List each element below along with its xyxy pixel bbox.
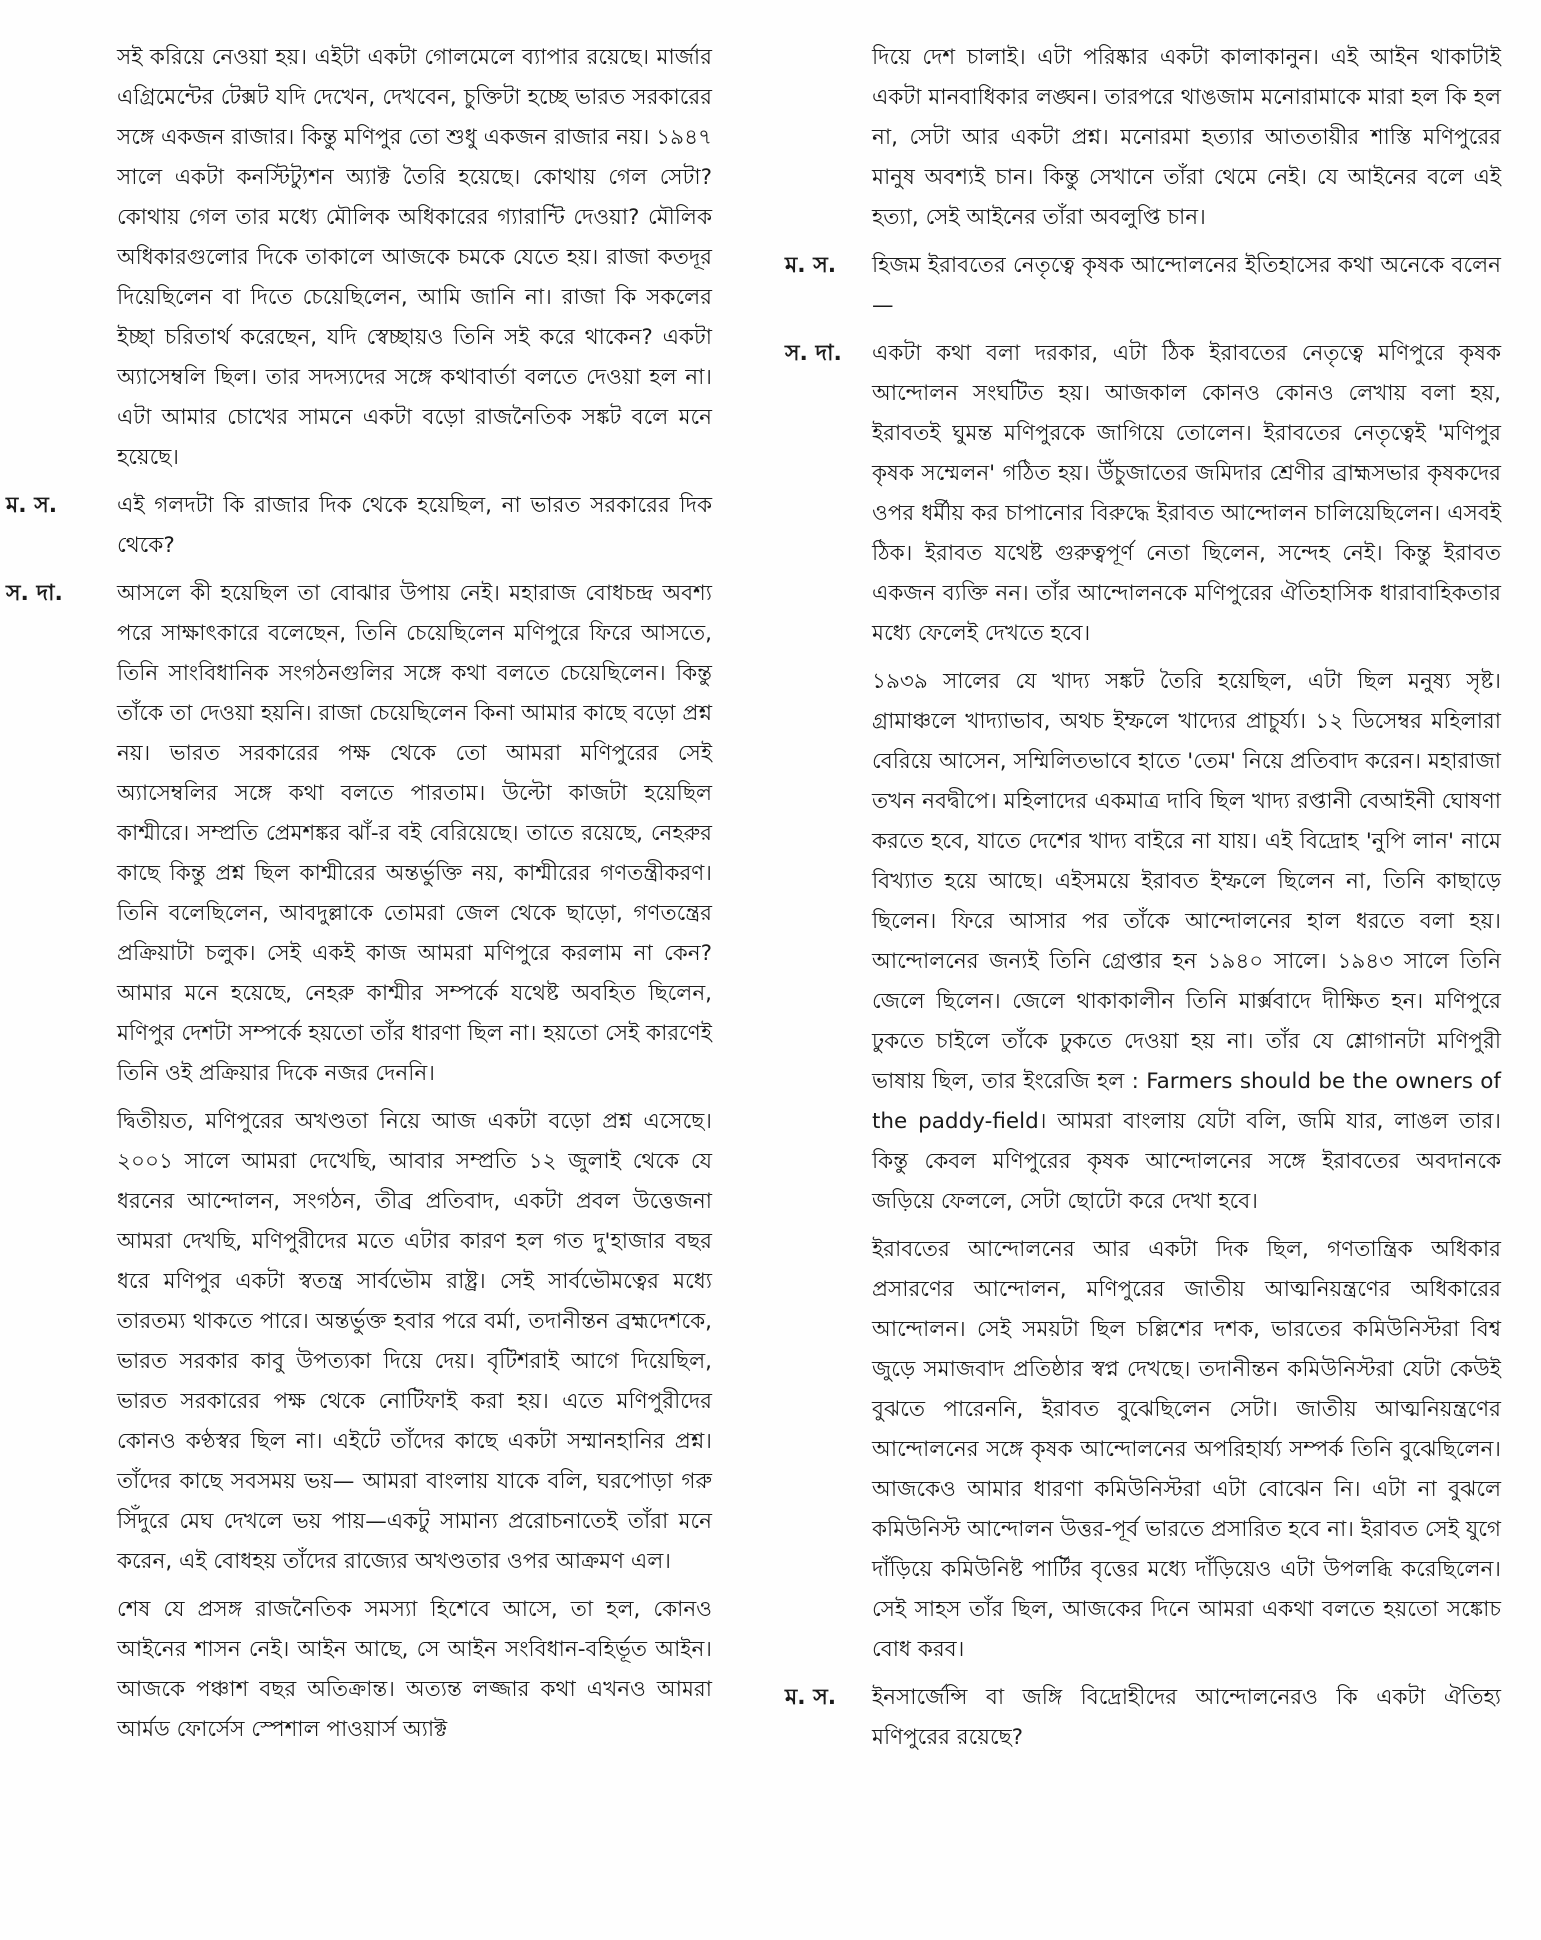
dialogue-turn bbox=[0, 574, 712, 1094]
paragraph bbox=[0, 38, 712, 478]
dialogue-text: এই গলদটা কি রাজার দিক থেকে হয়েছিল, না ভারত সরকারের দিক থেকে? bbox=[117, 493, 712, 558]
speaker-label: ম. স. bbox=[6, 493, 58, 518]
dialogue-turn bbox=[785, 246, 1501, 326]
paragraph-text: দিয়ে দেশ চালাই। এটা পরিষ্কার একটা কালাকানুন। এই আইন থাকাটাই একটা মানবাধিকার লঙ্ঘন। তারপরে থাঙজাম মনোরামাকে মারা হল কি হল না, সেটা আর একটা প্রশ্ন। মনোরমা হত্যার আততায়ীর শাস্তি মণিপুরের মানুষ অবশ্যই চান। কিন্তু সেখানে তাঁরা থেমে নেই। যে আইনের বলে এই হত্যা, সেই আইনের তাঁরা অবলুপ্তি চান। bbox=[872, 45, 1501, 230]
dialogue-text: ইনসার্জেন্সি বা জঙ্গি বিদ্রোহীদের আন্দোলনেরও কি একটা ঐতিহ্য মণিপুরের রয়েছে? bbox=[872, 1685, 1501, 1750]
right-column bbox=[785, 38, 1501, 1766]
paragraph bbox=[785, 662, 1501, 1222]
left-column bbox=[0, 38, 712, 1758]
dialogue-text: হিজম ইরাবতের নেতৃত্বে কৃষক আন্দোলনের ইতিহাসের কথা অনেকে বলেন— bbox=[872, 253, 1501, 318]
dialogue-turn bbox=[785, 1678, 1501, 1758]
paragraph-text: ১৯৩৯ সালের যে খাদ্য সঙ্কট তৈরি হয়েছিল, এটা ছিল মনুষ্য সৃষ্ট। গ্রামাঞ্চলে খাদ্যাভাব, অথচ ইম্ফলে খাদ্যের প্রাচুর্য্য। ১২ ডিসেম্বর মহিলারা বেরিয়ে আসেন, সম্মিলিতভাবে হাতে 'তেম' নিয়ে প্রতিবাদ করেন। মহারাজা তখন নবদ্বীপে। মহিলাদের একমাত্র দাবি ছিল খাদ্য রপ্তানী বেআইনী ঘোষণা করতে হবে, যাতে দেশের খাদ্য বাইরে না যায়। এই বিদ্রোহ 'নুপি লান' নামে বিখ্যাত হয়ে আছে। এইসময়ে ইরাবত ইম্ফলে ছিলেন না, তিনি কাছাড়ে ছিলেন। ফিরে আসার পর তাঁকে আন্দোলনের হাল ধরতে বলা হয়। আন্দোলনের জন্যই তিনি গ্রেপ্তার হন ১৯৪০ সালে। ১৯৪৩ সালে তিনি জেলে ছিলেন। জেলে থাকাকালীন তিনি মার্ক্সবাদে দীক্ষিত হন। মণিপুরে ঢুকতে চাইলে তাঁকে ঢুকতে দেওয়া হয় না। তাঁর যে শ্লোগানটা মণিপুরী ভাষায় ছিল, তার ইংরেজি হল : Farmers should be the owners of the paddy-field। আমরা বাংলায় যেটা বলি, জমি যার, লাঙল তার। কিন্তু কেবল মণিপুরের কৃষক আন্দোলনের সঙ্গে ইরাবতের অবদানকে জড়িয়ে ফেললে, সেটা ছোটো করে দেখা হবে। bbox=[872, 669, 1501, 1214]
speaker-label: স. দা. bbox=[785, 341, 842, 366]
dialogue-text: একটা কথা বলা দরকার, এটা ঠিক ইরাবতের নেতৃত্বে মণিপুরে কৃষক আন্দোলন সংঘটিত হয়। আজকাল কোনও কোনও লেখায় বলা হয়, ইরাবতই ঘুমন্ত মণিপুরকে জাগিয়ে তোলেন। ইরাবতের নেতৃত্বেই 'মণিপুর কৃষক সম্মেলন' গঠিত হয়। উঁচুজাতের জমিদার শ্রেণীর ব্রাহ্মসভার কৃষকদের ওপর ধর্মীয় কর চাপানোর বিরুদ্ধে ইরাবত আন্দোলন চালিয়েছিলেন। এসবই ঠিক। ইরাবত যথেষ্ট গুরুত্বপূর্ণ নেতা ছিলেন, সন্দেহ নেই। কিন্তু ইরাবত একজন ব্যক্তি নন। তাঁর আন্দোলনকে মণিপুরের ঐতিহাসিক ধারাবাহিকতার মধ্যে ফেলেই দেখতে হবে। bbox=[872, 341, 1501, 646]
paragraph-text: দ্বিতীয়ত, মণিপুরের অখণ্ডতা নিয়ে আজ একটা বড়ো প্রশ্ন এসেছে। ২০০১ সালে আমরা দেখেছি, আবার সম্প্রতি ১২ জুলাই থেকে যে ধরনের আন্দোলন, সংগঠন, তীব্র প্রতিবাদ, একটা প্রবল উত্তেজনা আমরা দেখছি, মণিপুরীদের মতে এটার কারণ হল গত দু'হাজার বছর ধরে মণিপুর একটা স্বতন্ত্র সার্বভৌম রাষ্ট্র। সেই সার্বভৌমত্বের মধ্যে তারতম্য থাকতে পারে। অন্তর্ভুক্ত হবার পরে বর্মা, তদানীন্তন ব্রহ্মদেশকে, ভারত সরকার কাবু উপত্যকা দিয়ে দেয়। বৃটিশরাই আগে দিয়েছিল, ভারত সরকারের পক্ষ থেকে নোটিফাই করা হয়। এতে মণিপুরীদের কোনও কণ্ঠস্বর ছিল না। এইটে তাঁদের কাছে একটা সম্মানহানির প্রশ্ন। তাঁদের কাছে সবসময় ভয়— আমরা বাংলায় যাকে বলি, ঘরপোড়া গরু সিঁদুরে মেঘ দেখলে ভয় পায়—একটু সামান্য প্ররোচনাতেই তাঁরা মনে করেন, এই বোধহয় তাঁদের রাজ্যের অখণ্ডতার ওপর আক্রমণ এল। bbox=[117, 1109, 712, 1574]
speaker-label: ম. স. bbox=[785, 1685, 837, 1710]
dialogue-turn bbox=[785, 334, 1501, 654]
speaker-label: স. দা. bbox=[6, 581, 63, 606]
dialogue-text: আসলে কী হয়েছিল তা বোঝার উপায় নেই। মহারাজ বোধচন্দ্র অবশ্য পরে সাক্ষাৎকারে বলেছেন, তিনি চেয়েছিলেন মণিপুরে ফিরে আসতে, তিনি সাংবিধানিক সংগঠনগুলির সঙ্গে কথা বলতে চেয়েছিলেন। কিন্তু তাঁকে তা দেওয়া হয়নি। রাজা চেয়েছিলেন কিনা আমার কাছে বড়ো প্রশ্ন নয়। ভারত সরকারের পক্ষ থেকে তো আমরা মণিপুরের সেই অ্যাসেম্বলির সঙ্গে কথা বলতে পারতাম। উল্টো কাজটা হয়েছিল কাশ্মীরে। সম্প্রতি প্রেমশঙ্কর ঝাঁ-র বই বেরিয়েছে। তাতে রয়েছে, নেহরুর কাছে কিন্তু প্রশ্ন ছিল কাশ্মীরের অন্তর্ভুক্তি নয়, কাশ্মীরের গণতন্ত্রীকরণ। তিনি বলেছিলেন, আবদুল্লাকে তোমরা জেল থেকে ছাড়ো, গণতন্ত্রের প্রক্রিয়াটা চলুক। সেই একই কাজ আমরা মণিপুরে করলাম না কেন? আমার মনে হয়েছে, নেহরু কাশ্মীর সম্পর্কে যথেষ্ট অবহিত ছিলেন, মণিপুর দেশটা সম্পর্কে হয়তো তাঁর ধারণা ছিল না। হয়তো সেই কারণেই তিনি ওই প্রক্রিয়ার দিকে নজর দেননি। bbox=[117, 581, 712, 1086]
paragraph bbox=[0, 1102, 712, 1582]
dialogue-turn bbox=[0, 486, 712, 566]
paragraph bbox=[0, 1590, 712, 1750]
paragraph bbox=[785, 1230, 1501, 1670]
paragraph-text: সই করিয়ে নেওয়া হয়। এইটা একটা গোলমেলে ব্যাপার রয়েছে। মার্জার এগ্রিমেন্টের টেক্সট যদি দেখেন, দেখবেন, চুক্তিটা হচ্ছে ভারত সরকারের সঙ্গে একজন রাজার। কিন্তু মণিপুর তো শুধু একজন রাজার নয়। ১৯৪৭ সালে একটা কনস্টিট্যুশন অ্যাক্ট তৈরি হয়েছে। কোথায় গেল সেটা? কোথায় গেল তার মধ্যে মৌলিক অধিকারের গ্যারান্টি দেওয়া? মৌলিক অধিকারগুলোর দিকে তাকালে আজকে চমকে যেতে হয়। রাজা কতদূর দিয়েছিলেন বা দিতে চেয়েছিলেন, আমি জানি না। রাজা কি সকলের ইচ্ছা চরিতার্থ করেছেন, যদি স্বেচ্ছায়ও তিনি সই করে থাকেন? একটা অ্যাসেম্বলি ছিল। তার সদস্যদের সঙ্গে কথাবার্তা বলতে দেওয়া হল না। এটা আমার চোখের সামনে একটা বড়ো রাজনৈতিক সঙ্কট বলে মনে হয়েছে। bbox=[117, 45, 712, 470]
speaker-label: ম. স. bbox=[785, 253, 837, 278]
paragraph bbox=[785, 38, 1501, 238]
paragraph-text: শেষ যে প্রসঙ্গ রাজনৈতিক সমস্যা হিশেবে আসে, তা হল, কোনও আইনের শাসন নেই। আইন আছে, সে আইন সংবিধান-বহির্ভূত আইন। আজকে পঞ্চাশ বছর অতিক্রান্ত। অত্যন্ত লজ্জার কথা এখনও আমরা আর্মড ফোর্সেস স্পেশাল পাওয়ার্স অ্যাক্ট bbox=[117, 1597, 712, 1742]
paragraph-text: ইরাবতের আন্দোলনের আর একটা দিক ছিল, গণতান্ত্রিক অধিকার প্রসারণের আন্দোলন, মণিপুরের জাতীয় আত্মনিয়ন্ত্রণের অধিকারের আন্দোলন। সেই সময়টা ছিল চল্লিশের দশক, ভারতের কমিউনিস্টরা বিশ্ব জুড়ে সমাজবাদ প্রতিষ্ঠার স্বপ্ন দেখছে। তদানীন্তন কমিউনিস্টরা যেটা কেউই বুঝতে পারেননি, ইরাবত বুঝেছিলেন সেটা। জাতীয় আত্মনিয়ন্ত্রণের আন্দোলনের সঙ্গে কৃষক আন্দোলনের অপরিহার্য্য সম্পর্ক তিনি বুঝেছিলেন। আজকেও আমার ধারণা কমিউনিস্টরা এটা বোঝেন নি। এটা না বুঝলে কমিউনিস্ট আন্দোলন উত্তর-পূর্ব ভারতে প্রসারিত হবে না। ইরাবত সেই যুগে দাঁড়িয়ে কমিউনিষ্ট পার্টির বৃত্তের মধ্যে দাঁড়িয়েও এটা উপলব্ধি করেছিলেন। সেই সাহস তাঁর ছিল, আজকের দিনে আমরা একথা বলতে হয়তো সঙ্কোচ বোধ করব। bbox=[872, 1237, 1501, 1662]
